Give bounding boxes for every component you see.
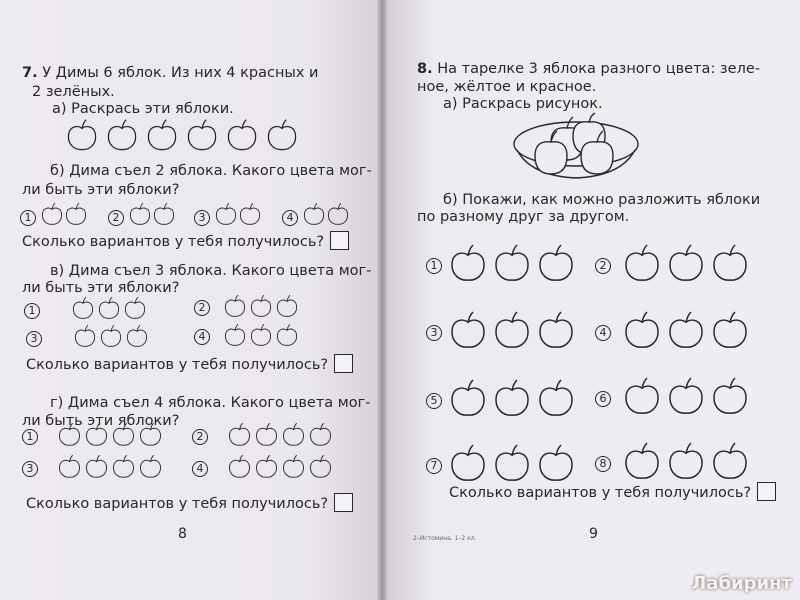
- label-circle: 3: [194, 210, 210, 226]
- answer-box[interactable]: [757, 482, 776, 501]
- label-circle: 3: [426, 325, 442, 341]
- task7-v-question: [26, 354, 353, 375]
- label-circle: 8: [595, 456, 611, 472]
- task7-v-line1: в) Дима съел 3 яблока. Какого цвета мог-: [50, 263, 372, 279]
- apple-triple: [70, 296, 148, 320]
- task7-line1: [22, 64, 318, 83]
- task7-b-line2: ли быть эти яблоки?: [22, 182, 180, 198]
- apple-icon[interactable]: [447, 443, 489, 483]
- apple-icon[interactable]: [326, 202, 350, 226]
- label-circle: 2: [194, 300, 210, 316]
- bowl-with-apples-illustration: [511, 112, 641, 184]
- answer-box[interactable]: [334, 493, 353, 512]
- label-circle: 5: [426, 393, 442, 409]
- apple-quad: [226, 422, 334, 447]
- apple-icon[interactable]: [491, 310, 533, 350]
- apple-icon[interactable]: [248, 323, 274, 347]
- apple-icon[interactable]: [665, 376, 707, 416]
- apple-icon[interactable]: [709, 376, 751, 416]
- apple-icon[interactable]: [491, 378, 533, 418]
- apple-triple: [447, 310, 577, 350]
- apple-icon[interactable]: [491, 443, 533, 483]
- label-circle: 2: [595, 258, 611, 274]
- right-page: [383, 0, 800, 600]
- task7-g-line1: г) Дима съел 4 яблока. Какого цвета мог-: [50, 395, 371, 411]
- apple-icon[interactable]: [96, 296, 122, 320]
- apple-icon[interactable]: [535, 378, 577, 418]
- apple-icon[interactable]: [280, 454, 307, 479]
- apple-quad: [226, 454, 334, 479]
- apple-icon[interactable]: [110, 454, 137, 479]
- task8-line2: ное, жёлтое и красное.: [417, 79, 597, 95]
- task8-a: а) Раскрась рисунок.: [443, 96, 603, 112]
- apple-icon[interactable]: [238, 202, 262, 226]
- apple-icon[interactable]: [83, 454, 110, 479]
- apple-icon[interactable]: [56, 454, 83, 479]
- task7-b-question: [22, 231, 349, 252]
- apple-icon[interactable]: [226, 454, 253, 479]
- task7-v-line2: ли быть эти яблоки?: [22, 280, 180, 296]
- question-text: Сколько вариантов у тебя получилось?: [22, 234, 325, 250]
- task7-g-line2: ли быть эти яблоки?: [22, 413, 180, 429]
- apple-icon[interactable]: [709, 243, 751, 283]
- apple-icon[interactable]: [184, 118, 220, 152]
- task8-question: [449, 482, 776, 503]
- label-circle: 1: [426, 258, 442, 274]
- label-circle: 1: [22, 429, 38, 445]
- apple-pair: [40, 202, 88, 226]
- apple-icon[interactable]: [253, 454, 280, 479]
- task8-b-line1: б) Покажи, как можно разложить яблоки: [443, 192, 761, 208]
- label-circle: 1: [24, 303, 40, 319]
- apple-icon[interactable]: [128, 202, 152, 226]
- apple-icon[interactable]: [535, 243, 577, 283]
- apple-icon[interactable]: [64, 202, 88, 226]
- apple-icon[interactable]: [665, 441, 707, 481]
- apple-icon[interactable]: [222, 323, 248, 347]
- task7-b-line1: б) Дима съел 2 яблока. Какого цвета мог-: [50, 163, 372, 179]
- label-circle: 6: [595, 391, 611, 407]
- watermark: Лабиринт: [691, 573, 792, 594]
- task7-text: У Димы 6 яблок. Из них 4 красных и: [42, 65, 319, 81]
- apple-icon[interactable]: [307, 422, 334, 447]
- apple-icon[interactable]: [253, 422, 280, 447]
- task8-number: 8.: [417, 61, 433, 77]
- apple-triple: [447, 243, 577, 283]
- apple-triple: [621, 441, 751, 481]
- label-circle: 4: [282, 210, 298, 226]
- apple-icon[interactable]: [264, 118, 300, 152]
- apple-triple: [72, 324, 150, 348]
- label-circle: 4: [194, 329, 210, 345]
- question-text: Сколько вариантов у тебя получилось?: [26, 357, 329, 373]
- apple-icon[interactable]: [248, 294, 274, 318]
- label-circle: 4: [595, 325, 611, 341]
- page-number: 8: [178, 526, 187, 542]
- apple-triple: [447, 443, 577, 483]
- apple-icon[interactable]: [137, 422, 164, 447]
- answer-box[interactable]: [330, 231, 349, 250]
- apple-icon[interactable]: [621, 310, 663, 350]
- task8-text: На тарелке 3 яблока разного цвета: зеле-: [437, 61, 760, 77]
- label-circle: 3: [26, 331, 42, 347]
- task7-a: а) Раскрась эти яблоки.: [52, 101, 234, 117]
- apple-pair: [214, 202, 262, 226]
- task7-number: 7.: [22, 65, 38, 81]
- apple-icon[interactable]: [152, 202, 176, 226]
- apple-icon[interactable]: [72, 324, 98, 348]
- page-footer: 2–Истомина. 1–2 кл.: [413, 535, 477, 542]
- label-circle: 3: [22, 461, 38, 477]
- apple-icon[interactable]: [70, 296, 96, 320]
- apple-icon[interactable]: [709, 310, 751, 350]
- apple-icon[interactable]: [122, 296, 148, 320]
- apple-icon[interactable]: [56, 422, 83, 447]
- apple-icon[interactable]: [124, 324, 150, 348]
- apple-triple: [621, 243, 751, 283]
- apple-icon[interactable]: [274, 323, 300, 347]
- apple-triple: [621, 376, 751, 416]
- apple-icon[interactable]: [226, 422, 253, 447]
- task7-g-question: [26, 493, 353, 514]
- apple-icon[interactable]: [665, 310, 707, 350]
- apple-icon[interactable]: [64, 118, 100, 152]
- apple-quad: [56, 454, 164, 479]
- apple-icon[interactable]: [104, 118, 140, 152]
- apple-icon[interactable]: [222, 294, 248, 318]
- apple-icon[interactable]: [144, 118, 180, 152]
- apple-icon[interactable]: [709, 441, 751, 481]
- apple-icon[interactable]: [621, 376, 663, 416]
- apple-icon[interactable]: [110, 422, 137, 447]
- apple-icon[interactable]: [274, 294, 300, 318]
- apple-icon[interactable]: [83, 422, 110, 447]
- apple-icon[interactable]: [621, 441, 663, 481]
- apple-icon[interactable]: [535, 443, 577, 483]
- apple-icon[interactable]: [491, 243, 533, 283]
- apple-icon[interactable]: [280, 422, 307, 447]
- apple-row-6: [64, 118, 300, 152]
- question-text: Сколько вариантов у тебя получилось?: [449, 485, 752, 501]
- question-text: Сколько вариантов у тебя получилось?: [26, 496, 329, 512]
- apple-icon[interactable]: [307, 454, 334, 479]
- apple-icon[interactable]: [447, 310, 489, 350]
- apple-icon[interactable]: [447, 378, 489, 418]
- apple-triple: [447, 378, 577, 418]
- label-circle: 7: [426, 458, 442, 474]
- task7-line2: 2 зелёных.: [32, 84, 115, 100]
- page-number: 9: [589, 526, 598, 542]
- apple-icon[interactable]: [665, 243, 707, 283]
- left-page: [0, 0, 383, 600]
- apple-triple: [222, 294, 300, 318]
- apple-icon[interactable]: [98, 324, 124, 348]
- apple-icon[interactable]: [214, 202, 238, 226]
- apple-quad: [56, 422, 164, 447]
- apple-icon[interactable]: [302, 202, 326, 226]
- apple-icon[interactable]: [535, 310, 577, 350]
- label-circle: 2: [108, 210, 124, 226]
- apple-icon[interactable]: [224, 118, 260, 152]
- apple-icon[interactable]: [40, 202, 64, 226]
- task8-b-line2: по разному друг за другом.: [417, 209, 630, 225]
- apple-pair: [302, 202, 350, 226]
- apple-icon[interactable]: [137, 454, 164, 479]
- task8-line1: [417, 60, 760, 79]
- apple-icon[interactable]: [621, 243, 663, 283]
- apple-triple: [621, 310, 751, 350]
- apple-pair: [128, 202, 176, 226]
- answer-box[interactable]: [334, 354, 353, 373]
- apple-icon[interactable]: [447, 243, 489, 283]
- label-circle: 2: [192, 429, 208, 445]
- label-circle: 4: [192, 461, 208, 477]
- apple-triple: [222, 323, 300, 347]
- label-circle: 1: [20, 210, 36, 226]
- book-gutter: [377, 0, 387, 600]
